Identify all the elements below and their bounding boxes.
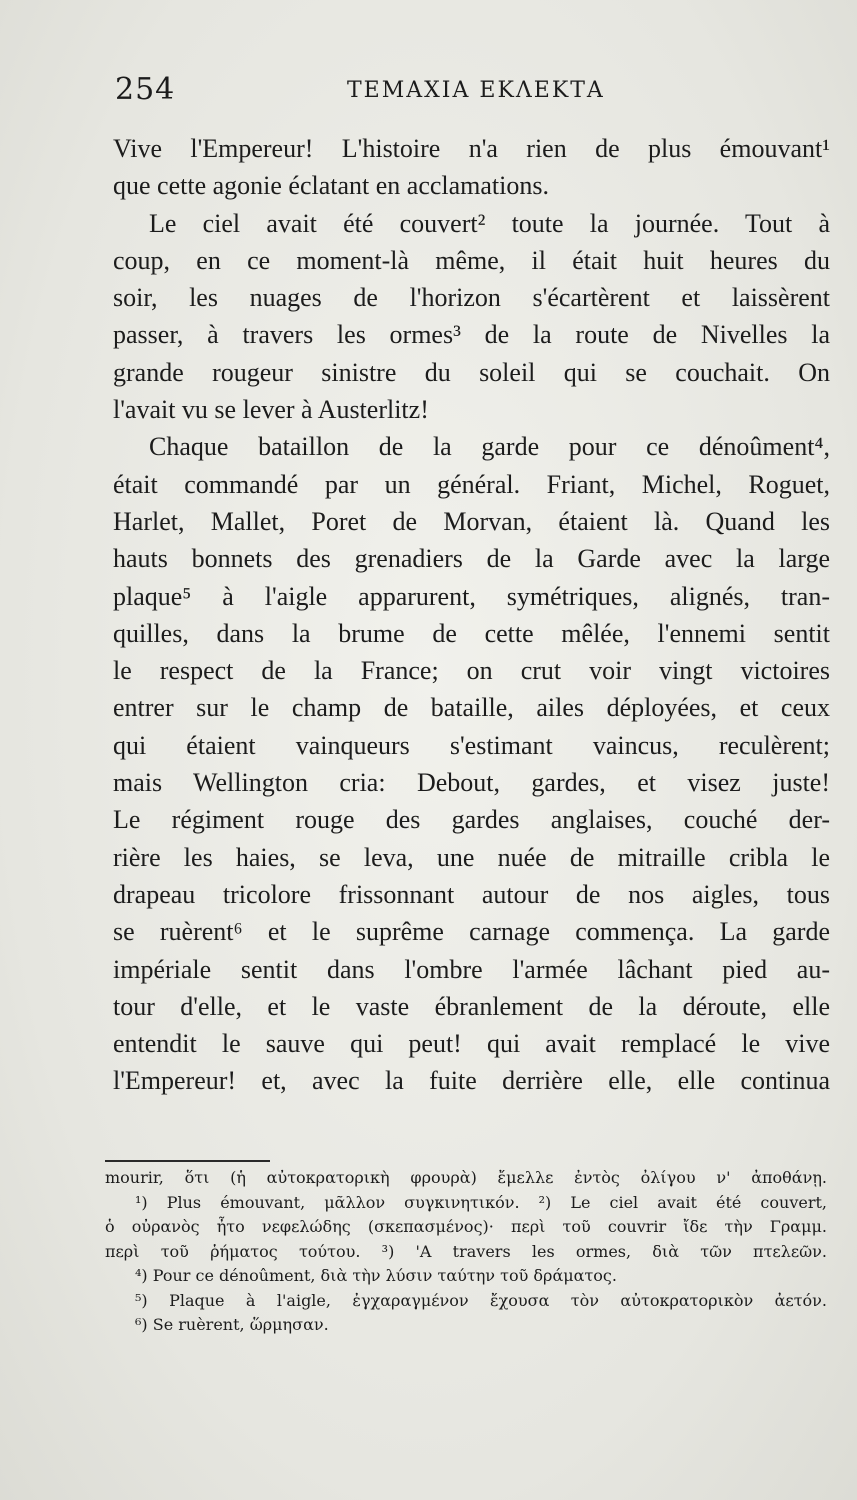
footnote-line: ⁴) Pour ce dénoûment, διὰ τὴν λύσιν ταύτην τοῦ δράματος. [135,1266,617,1285]
text-line: Le régiment rouge des gardes anglaises, couché der- [113,805,830,835]
footnote-line: ⁶) Se ruèrent, ὥρμησαν. [135,1315,329,1334]
text-line: était commandé par un général. Friant, Michel, Roguet, [113,469,830,499]
footnote-line: ⁵) Plaque à l'aigle, ἐγχαραγμένον ἔχουσα τὸν αὐτοκρατορικὸν ἀετόν. [135,1290,827,1310]
text-line: hauts bonnets des grenadiers de la Garde avec la large [113,544,830,574]
text-line: entendit le sauve qui peut! qui avait remplacé le vive [113,1029,830,1059]
footnotes [105,1166,827,1338]
text-line: tour d'elle, et le vaste ébranlement de la déroute, elle [113,991,830,1021]
text-line: se ruèrent⁶ et le suprême carnage commença. La garde [113,917,830,947]
text-line: grande rougeur sinistre du soleil qui se couchait. On [113,357,830,387]
text-line: l'avait vu se lever à Austerlitz! [113,395,429,425]
text-line: l'Empereur! et, avec la fuite derrière elle, elle continua [113,1066,830,1096]
text-line: plaque⁵ à l'aigle apparurent, symétriques, alignés, tran- [113,581,830,611]
main-text [113,130,830,1100]
text-line: le respect de la France; on crut voir vingt victoires [113,656,830,686]
text-line: Chaque bataillon de la garde pour ce dénoûment⁴, [149,432,830,462]
text-line: mais Wellington cria: Debout, gardes, et visez juste! [113,768,830,798]
footnote-rule [105,1160,270,1162]
footnote-line: mourir, ὅτι (ἡ αὐτοκρατορικὴ φρουρὰ) ἔμελλε ἐντὸς ὀλίγου ν' ἀποθάνῃ. [105,1168,827,1187]
text-line: impériale sentit dans l'ombre l'armée lâchant pied au- [113,954,830,984]
text-line: soir, les nuages de l'horizon s'écartèrent et laissèrent [113,283,830,313]
running-title: ΤΕΜΑΧΙΑ ΕΚΛΕΚΤΑ [347,78,605,103]
text-line: que cette agonie éclatant en acclamations. [113,171,549,201]
footnote-line: ὁ οὐρανὸς ἦτο νεφελώδης (σκεπασμένος)· περὶ τοῦ couvrir ἴδε τὴν Γραμμ. [105,1217,827,1236]
page-header [115,72,835,112]
footnote-line: περὶ τοῦ ῥήματος τούτου. ³) 'A travers les ormes, διὰ τῶν πτελεῶν. [105,1241,827,1261]
page-number: 254 [115,72,176,107]
text-line: rière les haies, se leva, une nuée de mitraille cribla le [113,842,830,872]
footnote-line: ¹) Plus émouvant, μᾶλλον συγκινητικόν. ²) Le ciel avait été couvert, [135,1192,827,1212]
text-line: coup, en ce moment-là même, il était huit heures du [113,245,830,275]
text-line: qui étaient vainqueurs s'estimant vaincus, reculèrent; [113,730,830,760]
text-line: Harlet, Mallet, Poret de Morvan, étaient là. Quand les [113,506,830,536]
text-line: entrer sur le champ de bataille, ailes déployées, et ceux [113,693,830,723]
text-line: Vive l'Empereur! L'histoire n'a rien de plus émouvant¹ [113,134,830,163]
text-line: Le ciel avait été couvert² toute la journée. Tout à [149,208,830,238]
text-line: passer, à travers les ormes³ de la route de Nivelles la [113,320,830,350]
text-line: drapeau tricolore frissonnant autour de nos aigles, tous [113,879,830,909]
text-line: quilles, dans la brume de cette mêlée, l'ennemi sentit [113,618,830,648]
